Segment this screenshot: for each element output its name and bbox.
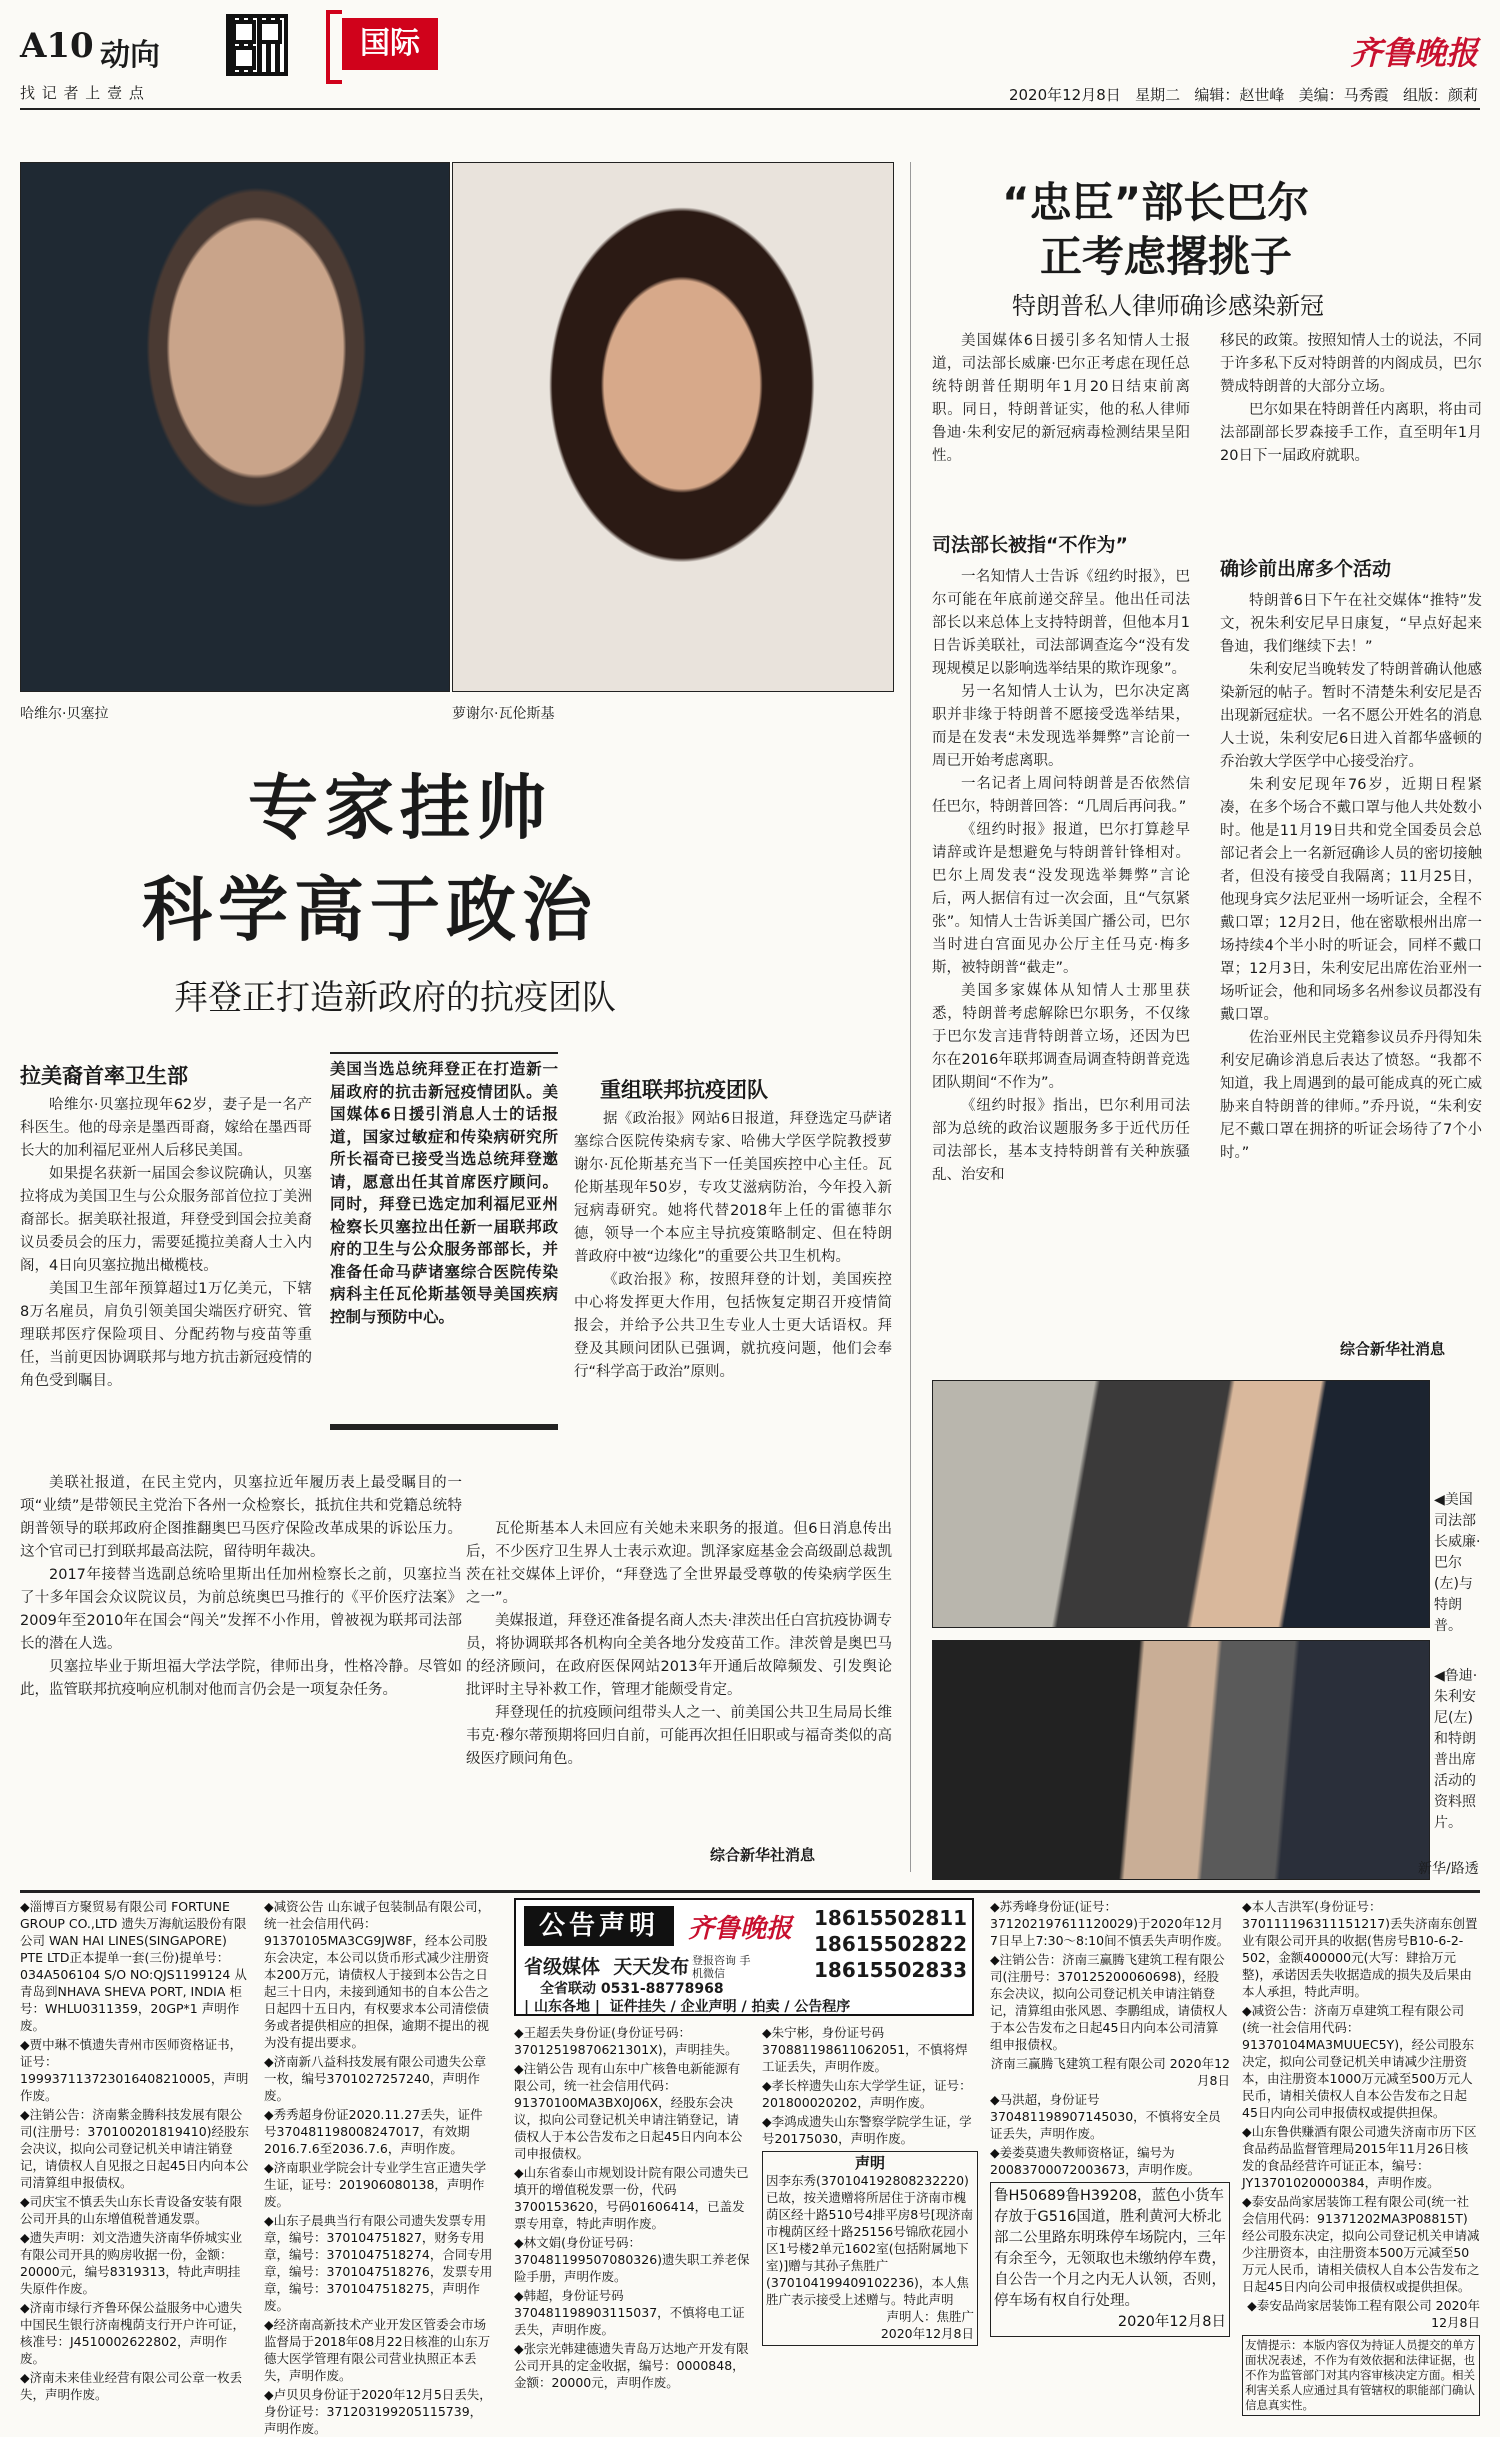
right-col2-para: 移民的政策。按照知情人士的说法，不同于许多私下反对特朗普的内阁成员，巴尔赞成特朗普的大部分立场。 xyxy=(1220,333,1482,395)
parking-notice-date: 2020年12月8日 xyxy=(1117,2314,1226,2330)
right-story-source: 综合新华社消息 xyxy=(1340,1340,1446,1358)
col3-body-lower xyxy=(466,1518,892,1771)
parking-notice-text: 鲁H50689鲁H39208，蓝色小货车存放于G516国道，胜利黄河大桥北部二公里路东明珠停车场院内，三年有余至今，无领取也未缴纳停车费，自公告一个月之内无人认领，否则，停车场有权自行处理。 xyxy=(994,2188,1226,2309)
ad-item: ◆山东省泰山市规划设计院有限公司遗失已填开的增值税发票一份，代码3700153620，号码01606414，已盖发票专用章，特此声明作废。 xyxy=(514,2165,749,2231)
right-col1-para: 一名知情人士告诉《纽约时报》，巴尔可能在年底前递交辞呈。他出任司法部长以来总体上支持特朗普，但他本月1日告诉美联社，司法部调查迄今“没有发现规模足以影响选举结果的欺诈现象”。 xyxy=(932,569,1190,677)
ads-rule xyxy=(20,1890,1480,1893)
notice-title: 声明 xyxy=(854,2154,885,2172)
parking-notice-box xyxy=(990,2182,1230,2337)
col1-para: 如果提名获新一届国会参议院确认，贝塞拉将成为美国卫生与公众服务部首位拉丁美洲裔部长。据美联社报道，拜登受到国会拉美裔议员委员会的压力，需要延揽拉美裔人士入内阁，4日向贝塞拉抛出橄榄枝。 xyxy=(20,1166,312,1274)
right-col2-subheading: 确诊前出席多个活动 xyxy=(1220,558,1392,580)
ad-item: ◆注销公告 现有山东中广核鲁电新能源有限公司，统一社会信用代码：91370100MA3BX0J06X，经股东会决议，拟向公司登记机关申请注销登记，请债权人于本公告发布之日起45日内向本公司申报债权。 xyxy=(514,2061,743,2161)
ads-column-4 xyxy=(762,2024,978,2406)
right-col1-top xyxy=(932,330,1190,468)
right-col1-para: 美国多家媒体从知情人士那里获悉，特朗普考虑解除巴尔职务，不仅缘于巴尔发言违背特朗普立场，还因为巴尔在2016年联邦调查局调查特朗普竞选团队期间“不作为”。 xyxy=(932,983,1190,1091)
ad-item: ◆姜娄莫遗失教师资格证，编号为20083700072003673，声明作废。 xyxy=(990,2145,1201,2177)
col3-subheading: 重组联邦抗疫团队 xyxy=(600,1078,768,1102)
right-col1-body xyxy=(932,566,1190,1187)
photo-giuliani-trump xyxy=(932,1640,1430,1880)
slogan: 找 记 者 上 壹 点 xyxy=(20,84,145,102)
col1-body-lower xyxy=(20,1472,462,1702)
ads-column-5 xyxy=(990,1898,1230,2406)
col3-para: 拜登现任的抗疫顾问组带头人之一、前美国公共卫生局局长维韦克·穆尔蒂预期将回归自前，可能再次担任旧职或与福奇类似的高级医疗顾问角色。 xyxy=(466,1705,892,1767)
ad-item: ◆韩超，身份证号码370481198903115037，不慎将电工证丢失，声明作废。 xyxy=(514,2288,745,2337)
right-col1-subheading: 司法部长被指“不作为” xyxy=(932,534,1128,556)
notice-ad-hotline: 全省联动 0531-88778968 xyxy=(540,1981,724,1997)
col1-para: 美联社报道，在民主党内，贝塞拉近年履历表上最受瞩目的一项“业绩”是带领民主党治下各州一众检察长，抵抗住共和党籍总统特朗普领导的联邦政府企图推翻奥巴马医疗保险改革成果的诉讼压力。这个官司已打到联邦最高法院，留待明年裁决。 xyxy=(20,1475,462,1560)
col3-para: 《政治报》称，按照拜登的计划，美国疾控中心将发挥更大作用，包括恢复定期召开疫情简报会，并给予公共卫生专业人士更大话语权。拜登及其顾问团队已强调，就抗疫问题，他们会奉行“科学高于政治”原则。 xyxy=(574,1272,892,1380)
disclaimer-text: 友情提示：本版内容仅为持证人员提交的单方面状况表述，不作为有效依据和法律证据，也不作为监管部门对其内容审核决定方面。相关利害关系人应通过具有管辖权的职能部门确认信息真实性。 xyxy=(1245,2338,1475,2412)
col3-body xyxy=(574,1108,892,1384)
right-col1-para: 《纽约时报》指出，巴尔利用司法部为总统的政治议题服务多于近代历任司法部长，基本支持特朗普有关种族骚乱、治安和 xyxy=(932,1098,1190,1183)
notice-date: 2020年12月8日 xyxy=(880,2326,974,2341)
ad-item: ◆注销公告：济南三赢腾飞建筑工程有限公司(注册号：370125200060698)，经股东会决议，拟向公司登记机关申请注销登记，清算组由张风恩、李鹏组成，请债权人于本公告发布之日起45日内向本公司清算组申报债权。 xyxy=(990,1952,1228,2052)
notice-ad-qr-hint: 登报咨询 手机微信 xyxy=(692,1954,751,1980)
ad-item: ◆贾中琳不慎遗失青州市医师资格证书，证号：199937113723016408210005，声明作废。 xyxy=(20,2037,249,2103)
col1-para: 2017年接替当选副总统哈里斯出任加州检察长之前，贝塞拉当了十多年国会众议院议员，为前总统奥巴马推行的《平价医疗法案》2009年至2010年在国会“闯关”发挥不小作用，曾被视为联邦司法部长的潜在人选。 xyxy=(20,1567,462,1652)
section-tab-bracket xyxy=(326,10,342,84)
story-divider xyxy=(910,162,911,1872)
right-col2-para: 佐治亚州民主党籍参议员乔丹得知朱利安尼确诊消息后表达了愤怒。“我都不知道，我上周遇到的最可能成真的死亡威胁来自特朗普的律师。”乔丹说，“朱利安尼不戴口罩在拥挤的听证会场待了7个小时。” xyxy=(1220,1030,1482,1161)
subhead: 拜登正打造新政府的抗疫团队 xyxy=(174,978,616,1018)
col1-para: 贝塞拉毕业于斯坦福大学法学院，律师出身，性格冷静。尽管如此，监管联邦抗疫响应机制对他而言仍会是一项复杂任务。 xyxy=(20,1659,462,1698)
right-col1-para: 美国媒体6日援引多名知情人士报道，司法部长威廉·巴尔正考虑在现任总统特朗普任期明年1月20日结束前离职。同日，特朗普证实，他的私人律师鲁迪·朱利安尼的新冠病毒检测结果呈阳性。 xyxy=(932,333,1190,464)
right-col2-para: 朱利安尼当晚转发了特朗普确认他感染新冠的帖子。暂时不清楚朱利安尼是否出现新冠症状。一名不愿公开姓名的消息人士说，朱利安尼6日进入首都华盛顿的乔治敦大学医学中心接受治疗。 xyxy=(1220,662,1482,770)
notice-ad-phone-1: 18615502811 xyxy=(814,1906,968,1930)
col3-para: 据《政治报》网站6日报道，拜登选定马萨诸塞综合医院传染病专家、哈佛大学医学院教授萝谢尔·瓦伦斯基充当下一任美国疾控中心主任。瓦伦斯基现年50岁，专攻艾滋病防治，今年投入新冠病毒研究。她将代替2018年上任的雷德菲尔德，领导一个本应主导抗疫策略制定、但在特朗普政府中被“边缘化”的重要公共卫生机构。 xyxy=(574,1111,892,1265)
left-story-source: 综合新华社消息 xyxy=(710,1846,816,1864)
ads-column-2 xyxy=(264,1898,494,2436)
section-tab xyxy=(342,18,438,70)
ad-item: ◆注销公告：济南紫金腾科技发展有限公司(注册号：370100201819410)经股东会决议，拟向公司登记机关申请注销登记，请债权人自见报之日起45日内向本公司清算组申报债权。 xyxy=(20,2107,250,2190)
right-col2-para: 巴尔如果在特朗普任内离职，将由司法部副部长罗森接手工作，直至明年1月20日下一届政府就职。 xyxy=(1220,402,1482,464)
right-subhead: 特朗普私人律师确诊感染新冠 xyxy=(1012,292,1324,320)
photo-walensky xyxy=(452,162,894,692)
ad-item: ◆山东子晨典当行有限公司遗失发票专用章，编号：370104751827，财务专用章，编号：3701047518274，合同专用章，编号：370104751827​6，发票专用章，编号：3701047518275，声明作废。 xyxy=(264,2213,493,2313)
ad-item: ◆减资公告 山东诚子包装制品有限公司，统一社会信用代码：91370105MA3CG9JW8F，经本公司股东会决定，本公司以货币形式减少注册资本200万元，请债权人于接到本公告之日起三十日内，未接到通知书的自本公告之日起四十五日内，有权要求本公司清偿债务或者提供相应的担保，逾期不提出的视为没有提出要求。 xyxy=(264,1899,491,2050)
notice-ad-phone-2: 18615502822 xyxy=(814,1932,968,1956)
photo-caption-barr: ◀美国司法部长威廉·巴尔(左)与特朗普。 xyxy=(1434,1492,1481,1634)
ads-column-3 xyxy=(514,2024,750,2406)
photo-caption-becerra: 哈维尔·贝塞拉 xyxy=(20,706,109,722)
right-col2-para: 特朗普6日下午在社交媒体“推特”发文，祝朱利安尼早日康复，“早点好起来鲁迪，我们继续下去！” xyxy=(1220,593,1482,655)
lead-box xyxy=(330,1052,558,1430)
ad-item: ◆山东鲁供赚酒有限公司遗失济南市历下区食品药品监督管理局2015年11月26日核发的食品经营许可证正本，编号：JY13701020000384，声明作废。 xyxy=(1242,2124,1477,2190)
notice-text: 因李东秀(370104192808232220)已故，按关遗赠将所居住于济南市槐荫区经十路510号4排平房8号[现济南市槐荫区经十路25156号锦欣花园小区1号楼2单元1602室(包括附属地下室)]赠与其孙子焦胜广(370104199409102236)，本人焦胜广表示接受上述赠与。特此声明 xyxy=(766,2173,974,2307)
col1-body xyxy=(20,1094,312,1393)
ad-item: ◆济南未来佳业经营有限公司公章一枚丢失，声明作废。 xyxy=(20,2370,243,2402)
photo-caption-giuliani: ◀鲁迪·朱利安尼(左)和特朗普出席活动的资料照片。 xyxy=(1434,1668,1478,1831)
photo-barr-trump xyxy=(932,1380,1430,1628)
lead-text: 美国当选总统拜登正在打造新一届政府的抗击新冠疫情团队。美国媒体6日援引消息人士的话报道，国家过敏症和传染病研究所所长福奇已接受当选总统拜登邀请，愿意出任其首席医疗顾问。同时，拜登已选定加利福尼亚州检察长贝塞拉出任新一届联邦政府的卫生与公众服务部部长，并准备任命马萨诸塞综合医院传染病科主任瓦伦斯基领导美国疾病控制与预防中心。 xyxy=(330,1060,558,1326)
notice-ad-slogan: 省级媒体 天天发布 xyxy=(524,1956,690,1978)
notice-ad-phone-3: 18615502833 xyxy=(814,1958,968,1982)
ad-item: ◆孝长梓遗失山东大学学生证，证号：201800020202，声明作废。 xyxy=(762,2078,972,2110)
notice-ad-title: 公告声明 xyxy=(524,1906,674,1946)
right-headline-line1: “忠臣”部长巴尔 xyxy=(1002,178,1310,227)
ad-item: ◆泰安品尚家居装饰工程有限公司(统一社会信用代码：91371202MA3P08815T)经公司股东决定，拟向公司登记机关申请减少注册资本，由注册资本500万元减至50万元人民币，请相关债权人自本公告发布之日起45日内向公司申报债权或提供担保。 xyxy=(1242,2194,1480,2294)
col3-para: 瓦伦斯基本人未回应有关她未来职务的报道。但6日消息传出后，不少医疗卫生界人士表示欢迎。凯泽家庭基金会高级副总裁凯茨在社交媒体上评价，“拜登选了全世界最受尊敬的传染病学医生之一”。 xyxy=(466,1521,892,1606)
col3-para: 美媒报道，拜登还准备提名商人杰夫·津茨出任白宫抗疫协调专员，将协调联邦各机构向全美各地分发疫苗工作。津茨曾是奥巴马的经济顾问，在政府医保网站2013年开通后故障频发、引发舆论批评时主导补救工作，管理才能颇受肯定。 xyxy=(466,1613,892,1698)
right-col1-para: 一名记者上周问特朗普是否依然信任巴尔，特朗普回答：“几周后再问我。” xyxy=(932,776,1190,815)
masthead-rule xyxy=(20,108,1480,110)
ad-item: ◆林文娟(身份证号码：370481199507080326)遗失职工养老保险手册，声明作废。 xyxy=(514,2235,750,2284)
section-label: 动向 xyxy=(100,38,160,73)
ad-item: ◆马洪超，身份证号370481198907145030，不慎将安全员证丢失，声明作废。 xyxy=(990,2092,1221,2141)
ad-item: ◆泰安品尚家居装饰工程有限公司 2020年12月8日 xyxy=(1247,2298,1480,2330)
ad-item: ◆朱宁彬，身份证号码370881198611062051，不慎将焊工证丢失，声明作废。 xyxy=(762,2025,968,2074)
ad-item: ◆司庆宝不慎丢失山东长青设备安装有限公司开具的山东增值税普通发票。 xyxy=(20,2194,243,2226)
headline-line1: 专家挂帅 xyxy=(248,767,552,849)
ad-item: ◆李鸿成遗失山东警察学院学生证，学号20175030，声明作废。 xyxy=(762,2114,972,2146)
ad-item: ◆张宗光韩建德遗失青岛万达地产开发有限公司开具的定金收据，编号：0000848，金额：20000元，声明作废。 xyxy=(514,2341,749,2390)
ad-item: ◆济南新八益科技发展有限公司遗失公章一枚，编号3701027257240，声明作废。 xyxy=(264,2054,487,2103)
notice-ad-logo: 齐鲁晚报 xyxy=(688,1914,793,1944)
ad-item: ◆遗失声明：刘文浩遗失济南华侨城实业有限公司开具的购房收据一份，金额：20000元，编号8319313，特此声明挂失原件作废。 xyxy=(20,2230,243,2296)
col1-subheading: 拉美裔首率卫生部 xyxy=(20,1064,188,1088)
ad-item: ◆本人吉洪军(身份证号：370111196311151217)丢失济南东创置业有限公司开具的收据(售房号B10-6-2-502，金额400000元(大写：肆拾万元整)，承诺因丢失收据造成的损失及后果由本人承担，特此声明。 xyxy=(1242,1899,1478,1999)
section-tab-label: 国际 xyxy=(360,26,420,61)
ad-item: ◆减资公告：济南万卓建筑工程有限公司(统一社会信用代码：91370104MA3MUUEC5Y)，经公司股东决定，拟向公司登记机关申请减少注册资本，由注册资本1000万元减至500万元人民币，请相关债权人自本公告发布之日起45日内向公司申报债权或提供担保。 xyxy=(1242,2003,1475,2120)
notice-ad-box xyxy=(514,1898,974,2016)
notice-ad-services: | 山东各地 | 证件挂失 / 企业声明 / 拍卖 / 公告程序 xyxy=(524,1999,851,2015)
date-line: 2020年12月8日 星期二 编辑：赵世峰 美编：马秀霞 组版：颜莉 xyxy=(1008,86,1478,104)
page-number: A10 xyxy=(20,26,94,66)
right-col1-para: 《纽约时报》报道，巴尔打算趁早请辞或许是想避免与特朗普针锋相对。巴尔上周发表“没发现选举舞弊”言论后，两人据信有过一次会面，且“气氛紧张”。知情人士告诉美国广播公司，巴尔当时进白宫面见办公厅主任马克·梅多斯，被特朗普“截走”。 xyxy=(932,822,1190,976)
ad-item: ◆王超丢失身份证(身份证号码：37012519870621301X)，声明挂失。 xyxy=(514,2025,738,2057)
notice-box xyxy=(762,2151,978,2346)
disclaimer-box xyxy=(1242,2335,1480,2416)
ad-item: 济南三赢腾飞建筑工程有限公司 2020年12月8日 xyxy=(990,2056,1230,2088)
photo-caption-walensky: 萝谢尔·瓦伦斯基 xyxy=(452,706,555,722)
ad-item: ◆苏秀峰身份证(证号：371202197611120029)于2020年12月7日早上7:30～8:10间不慎丢失声明作废。 xyxy=(990,1899,1230,1948)
col1-para: 美国卫生部年预算超过1万亿美元，下辖8万名雇员，肩负引领美国尖端医疗研究、管理联邦医疗保险项目、分配药物与疫苗等重任，当前更因协调联邦与地方抗击新冠疫情的角色受到瞩目。 xyxy=(20,1281,312,1389)
headline-line2: 科学高于政治 xyxy=(142,869,598,951)
right-col2-top xyxy=(1220,330,1482,468)
ads-column-1 xyxy=(20,1898,252,2406)
ads-column-6 xyxy=(1242,1898,1480,2412)
right-headline-line2: 正考虑撂挑子 xyxy=(1040,232,1293,281)
ad-item: ◆卢贝贝身份证于2020年12月5日丢失，身份证号：371203199205115739，声明作废。 xyxy=(264,2387,492,2436)
right-col1-para: 另一名知情人士认为，巴尔决定离职并非缘于特朗普不愿接受选举结果，而是在发表“未发现选举舞弊”言论前一周已开始考虑离职。 xyxy=(932,684,1190,769)
right-col2-body xyxy=(1220,590,1482,1165)
notice-signer: 声明人：焦胜广 xyxy=(886,2309,974,2324)
right-col2-para: 朱利安尼现年76岁，近期日程紧凑，在多个场合不戴口罩与他人共处数小时。他是11月19日共和党全国委员会总部记者会上一名新冠确诊人员的密切接触者，但没有接受自我隔离；11月25日，他现身宾夕法尼亚州一场听证会，全程不戴口罩；12月2日，他在密歇根州出席一场持续4个半小时的听证会，同样不戴口罩；12月3日，朱利安尼出席佐治亚州一场听证会，他和同场多名州参议员都没有戴口罩。 xyxy=(1220,777,1482,1023)
ad-item: ◆经济南高新技术产业开发区管委会市场监督局于2018年08月22日核准的山东万德大医学管理有限公司营业执照正本丢失，声明作废。 xyxy=(264,2317,491,2383)
ad-item: ◆秀秀超身份证2020.11.27丢失，证件号370481198008247017，有效期2016.7.6至2036.7.6，声明作废。 xyxy=(264,2107,483,2156)
ad-item: ◆淄博百方聚贸易有限公司 FORTUNE GROUP CO.,LTD 遗失万海航运股份有限公司 WAN HAI LINES(SINGAPORE) PTE LTD正本提单一套(三份)提单号：034A506104 S/O NO:QJS1199124 从青岛到NHAVA SHEVA PORT, INDIA 柜号：WHLU0311359，20GP*1 声明作废。 xyxy=(20,1899,247,2033)
paper-logo: 齐鲁晚报 xyxy=(1349,34,1478,72)
ad-item: ◆济南职业学院会计专业学生宫正遗失学生证，证号：201906080138，声明作废。 xyxy=(264,2160,487,2209)
ad-item: ◆济南市绿行齐鲁环保公益服务中心遗失中国民生银行济南槐荫支行开户许可证，核准号：J4510002622802，声明作废。 xyxy=(20,2300,246,2366)
photo-credit: 新华/路透 xyxy=(1418,1861,1479,1877)
qr-code-icon xyxy=(226,14,288,76)
col1-para: 哈维尔·贝塞拉现年62岁，妻子是一名产科医生。他的母亲是墨西哥裔，嫁给在墨西哥长大的加利福尼亚州人后移民美国。 xyxy=(20,1097,312,1159)
photo-becerra xyxy=(20,162,450,692)
masthead xyxy=(0,0,1500,112)
